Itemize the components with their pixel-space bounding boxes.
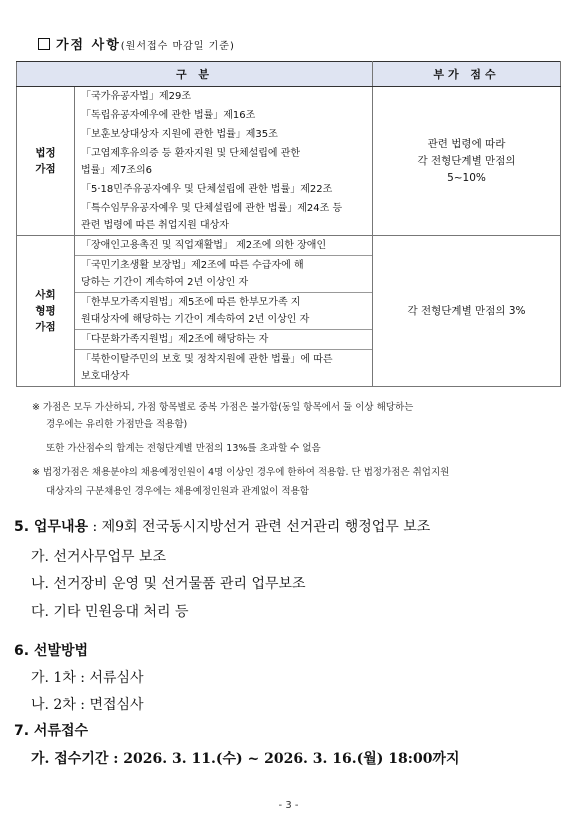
selection-item: 가. 1차 : 서류심사 (31, 670, 144, 686)
category-line: 가점 (35, 321, 56, 333)
points-line: 각 전형단계별 만점의 3% (407, 304, 526, 317)
note-line: ※ 법정가점은 채용분야의 채용예정인원이 4명 이상인 경우에 한하여 적용함. 단 법정가점은 취업지원 (32, 467, 450, 478)
header-points: 부가 점수 (373, 62, 561, 87)
application-item: 가. 접수기간 : 2026. 3. 11.(수) ~ 2026. 3. 16.(월) 18:00까지 (31, 751, 460, 767)
law-list (75, 236, 373, 387)
law-item: 「국민기초생활 보장법」제2조에 따른 수급자에 해 당하는 기간이 계속하여 2년 이상인 자 (75, 256, 372, 293)
bonus-points-table (16, 61, 561, 387)
header-category: 구 분 (17, 62, 373, 87)
law-item: 「5·18민주유공자예우 및 단체설립에 관한 법률」제22조 (81, 184, 333, 195)
law-item: 「북한이탈주민의 보호 및 정착지원에 관한 법률」에 따른 보호대상자 (81, 354, 333, 382)
law-item: 「국가유공자법」제29조 (81, 91, 192, 102)
law-item: 「장애인고용촉진 및 직업재활법」 제2조에 의한 장애인 (75, 236, 372, 256)
duty-item: 나. 선거장비 운영 및 선거물품 관리 업무보조 (31, 576, 306, 592)
category-line: 법정 (35, 147, 56, 159)
note-line: 경우에는 유리한 가점만을 적용함) (46, 419, 188, 430)
law-item: 「한부모가족지원법」제5조에 따른 한부모가족 지 원대상자에 해당하는 기간이 계속하여 2년 이상인 자 (75, 293, 372, 330)
selection-heading: 6. 선발방법 (14, 643, 89, 659)
law-item: 「다문화가족지원법」제2조에 해당하는 자 (75, 330, 372, 350)
category-line: 형평 (35, 305, 56, 317)
category-cell (17, 87, 75, 236)
note-line: ※ 가점은 모두 가산하되, 가점 항목별로 중복 가점은 불가함(동일 항목에서 둘 이상 해당하는 (32, 402, 414, 413)
table-row-legal (17, 87, 561, 236)
points-cell (373, 236, 561, 387)
category-cell (17, 236, 75, 387)
category-line: 사회 (35, 289, 56, 301)
law-item: 「보훈보상대상자 지원에 관한 법률」제35조 (81, 129, 278, 140)
duty-item: 다. 기타 민원응대 처리 등 (31, 604, 189, 620)
law-item: 「독립유공자예우에 관한 법률」제16조 (81, 110, 256, 121)
law-item: 「고엽제후유의증 등 환자지원 및 단체설립에 관한 법률」제7조의6 (81, 148, 301, 176)
checkbox-square-icon (38, 38, 50, 50)
note-line: 또한 가산점수의 합계는 전형단계별 만점의 13%를 초과할 수 없음 (46, 443, 321, 454)
section-title-main: 가점 사항 (56, 38, 121, 53)
points-line: 관련 법령에 따라 (427, 137, 506, 150)
note-line: 대상자의 구분채용인 경우에는 채용예정인원과 관계없이 적용함 (46, 486, 309, 497)
page-number: - 3 - (278, 800, 299, 811)
duties-heading: 5. 업무내용 : 제9회 전국동시지방선거 관련 선거관리 행정업무 보조 (14, 519, 431, 535)
law-list (75, 87, 373, 236)
points-line: 5~10% (447, 171, 486, 184)
selection-item: 나. 2차 : 면접심사 (31, 697, 144, 713)
section-title-sub: (원서접수 마감일 기준) (120, 41, 235, 52)
points-line: 각 전형단계별 만점의 (417, 154, 516, 167)
application-heading: 7. 서류접수 (14, 723, 89, 739)
table-row-social (17, 236, 561, 387)
section-title (38, 34, 235, 53)
duties-lead: : 제9회 전국동시지방선거 관련 선거관리 행정업무 보조 (88, 519, 431, 535)
duty-item: 가. 선거사무업무 보조 (31, 549, 167, 565)
table-header-row (17, 62, 561, 87)
law-item: 「특수임무유공자예우 및 단체설립에 관한 법률」제24조 등 관련 법령에 따른 취업지원 대상자 (81, 203, 343, 231)
category-line: 가점 (35, 163, 56, 175)
points-cell (373, 87, 561, 236)
